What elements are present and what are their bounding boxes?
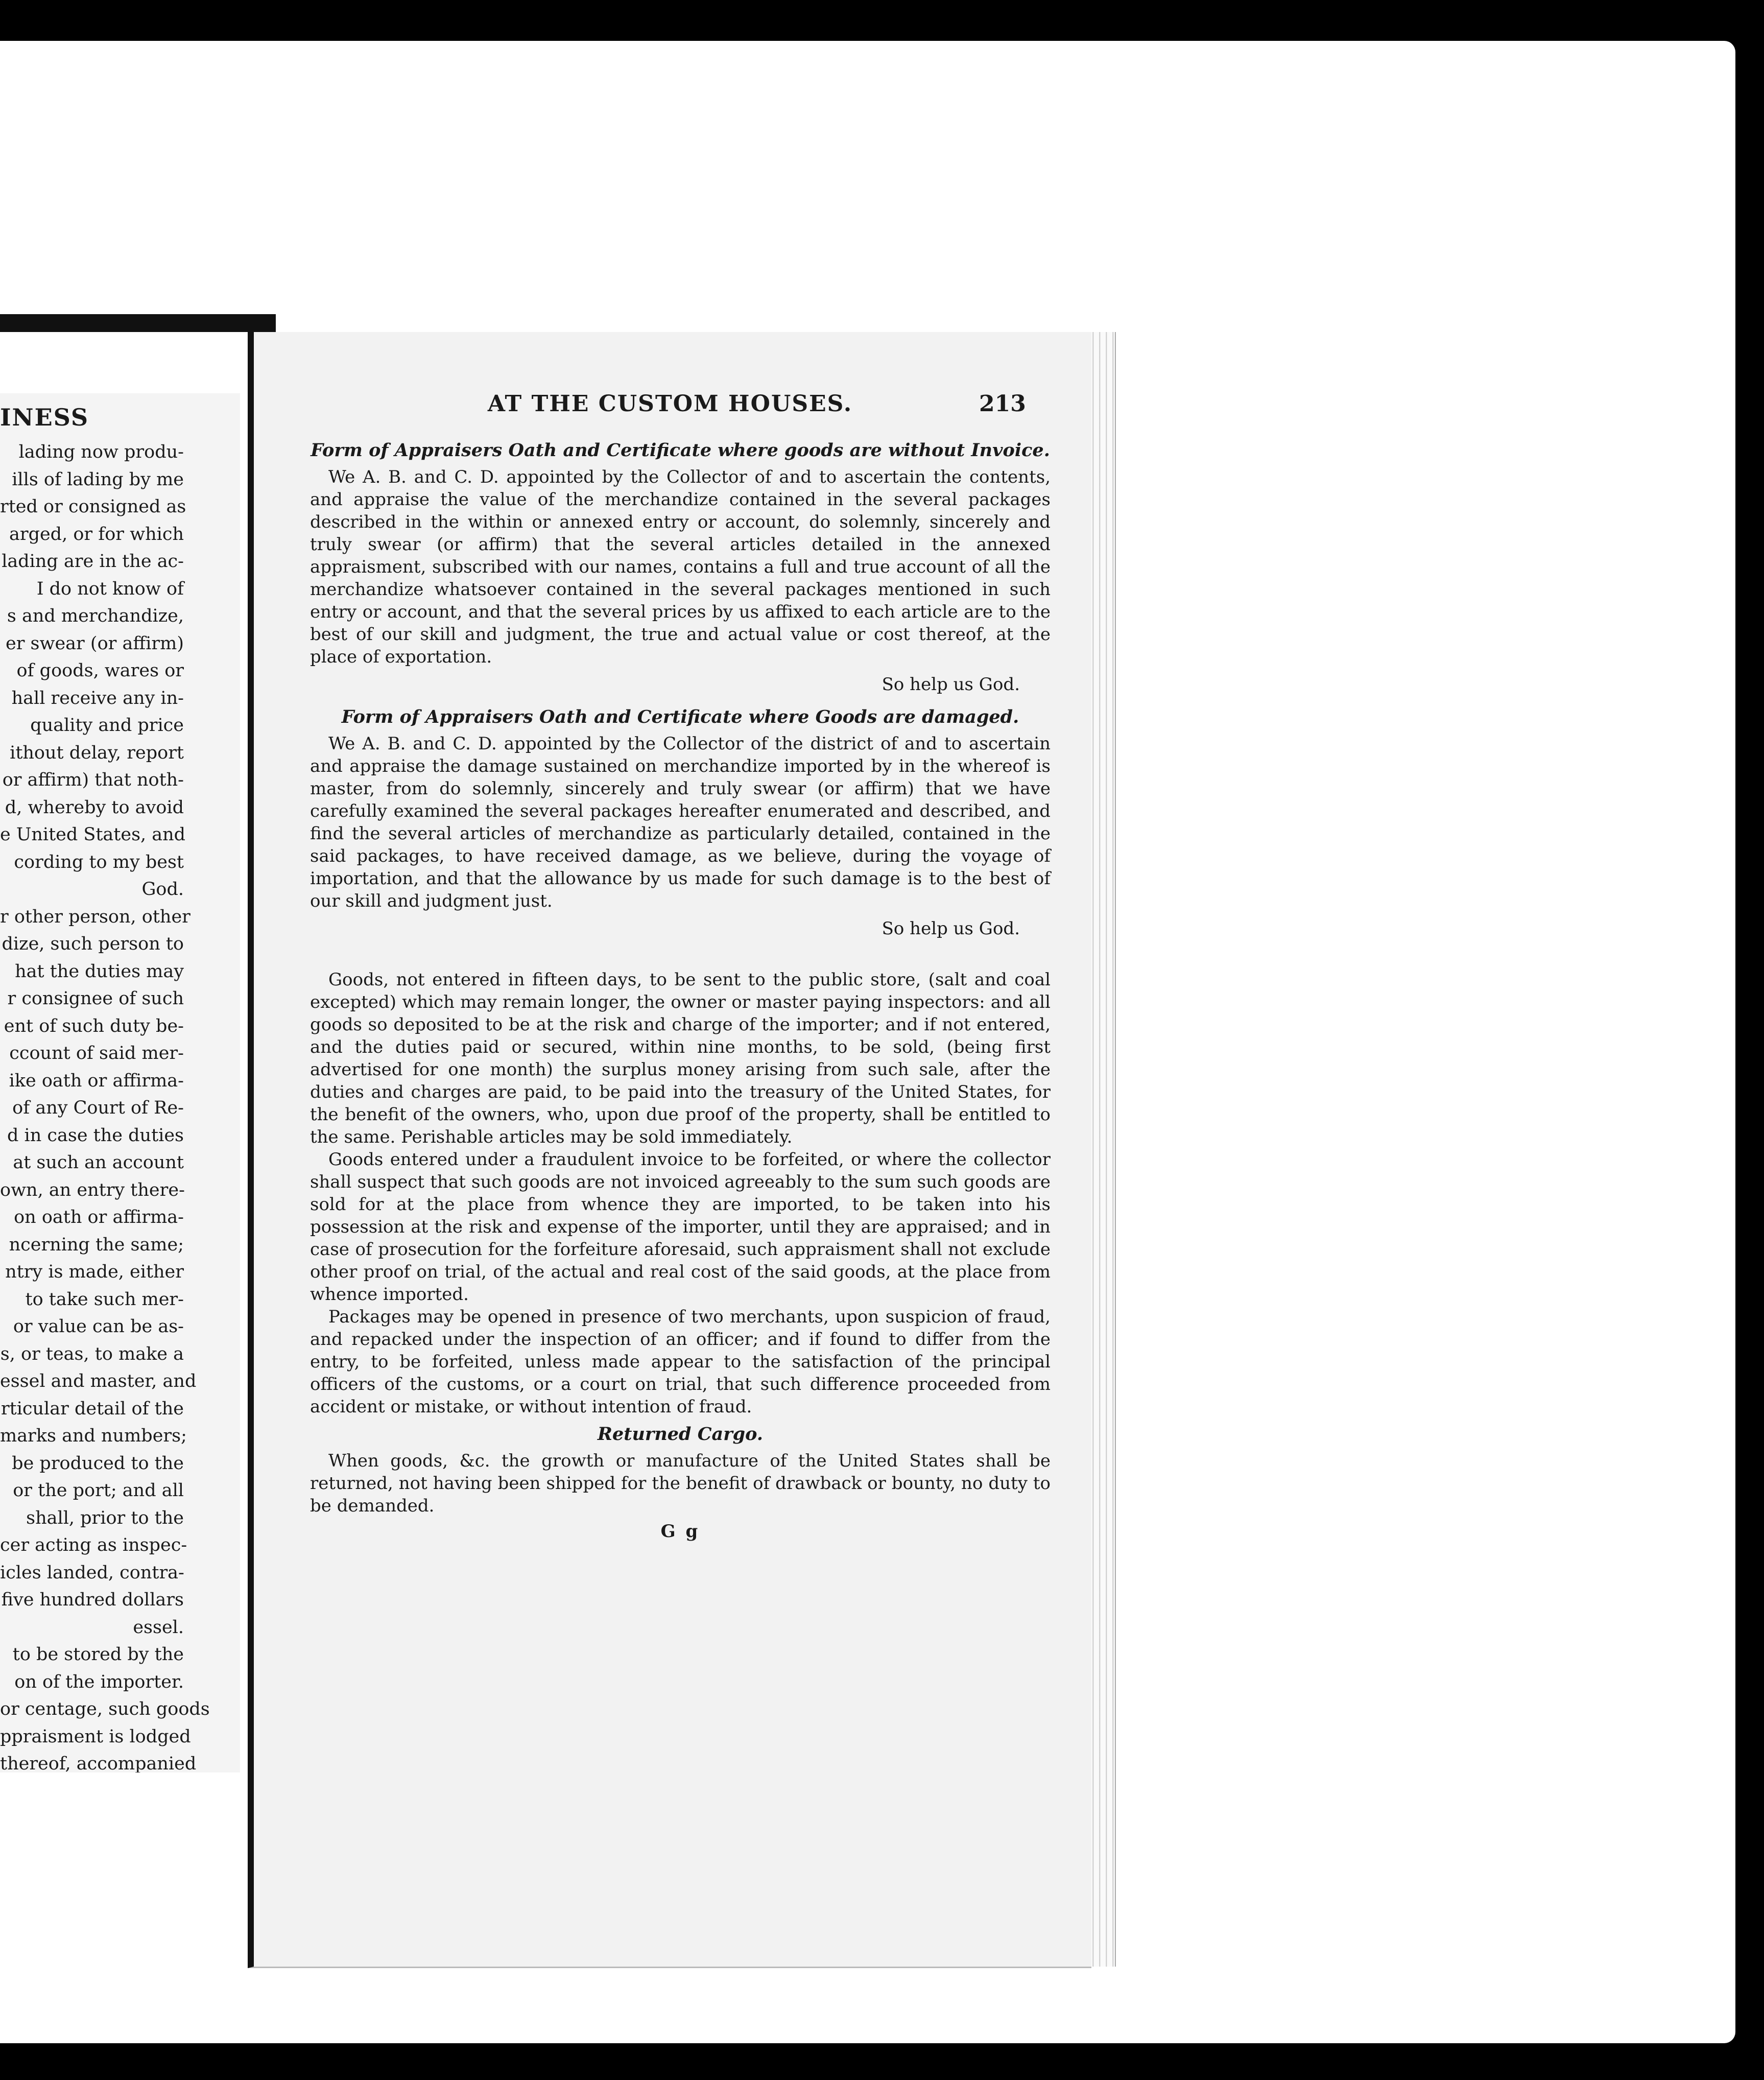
left-page-line: dize, such person to <box>2 934 184 954</box>
left-page-line: d in case the duties <box>7 1125 184 1146</box>
left-page-line: on of the importer. <box>14 1671 184 1692</box>
oath-text-damaged: We A. B. and C. D. appointed by the Collector of the district of and to ascertain and appraise the damage sustained on merchandize imported by in the whereof is master, from do solemnly, sincerely and truly swear (or affirm) that we have carefully examined the several packages hereafter enumerated and described, and find the several articles of merchandize as particularly detailed, contained in the said packages, to have received damage, as we believe, during the voyage of importation, and that the allowance by us made for such damage is to the best of our skill and judgment just. <box>310 734 1051 911</box>
paragraph-fraudulent-invoice: Goods entered under a fraudulent invoice to be forfeited, or where the collector shall suspect that such goods are not invoiced agreeably to the sum such goods are sold for at the place from whence they are imported, to be taken into his possession at the risk and expense of the importer, until they are appraised; and in case of prosecution for the forfeiture aforesaid, such appraisment shall not exclude other proof on trial, of the actual and real cost of the said goods, at the place from whence imported. <box>310 1149 1051 1305</box>
left-page-line: ithout delay, report <box>10 742 184 763</box>
left-page-line: ccount of said mer- <box>9 1043 184 1063</box>
left-page-line: er swear (or affirm) <box>5 633 184 654</box>
left-page-line: be produced to the <box>12 1453 184 1474</box>
left-page-line: to take such mer- <box>25 1289 184 1310</box>
left-page-line: s and merchandize, <box>7 606 184 626</box>
paragraph-public-store: Goods, not entered in fifteen days, to be sent to the public store, (salt and coal excepted) which may remain longer, the owner or master paying inspectors: and all goods so deposited to be at the risk and charge of the importer; and if not entered, and the duties paid or secured, within nine months, to be sold, (being first advertised for one month) the surplus money arising from such sale, after the duties and charges are paid, to be paid into the treasury of the United States, for the benefit of the owners, who, upon due proof of the property, shall be entitled to the same. Perishable articles may be sold immediately. <box>310 970 1051 1147</box>
left-page-line: e United States, and <box>0 824 186 845</box>
left-page-line: essel. <box>133 1617 184 1638</box>
left-page-line: lading now produ- <box>18 442 184 462</box>
left-page-line: rticular detail of the <box>1 1398 184 1419</box>
left-page-line: r consignee of such <box>7 988 184 1009</box>
oath-text-invoice: We A. B. and C. D. appointed by the Collector of and to ascertain the contents, and appraise the value of the merchandize contained in the several packages described in the within or annexed entry or account, do solemnly, sincerely and truly swear (or affirm) that the several articles detailed in the annexed appraisment, subscribed with our names, contains a full and true account of all the merchandize whatsoever contained in the several packages mentioned in such entry or account, and that the several prices by us affixed to each article are to the best of our skill and judgment, the true and actual value or cost thereof, at the place of exportation. <box>310 467 1051 667</box>
scan-sheet <box>0 41 1735 2043</box>
left-page-line: rted or consigned as <box>0 497 186 517</box>
signature-mark: G g <box>660 1521 700 1542</box>
page-body <box>310 434 1051 1543</box>
binding-top-bar <box>0 314 276 332</box>
section-heading-damaged: Form of Appraisers Oath and Certificate where Goods are damaged. <box>341 706 1019 727</box>
running-head: AT THE CUSTOM HOUSES. <box>487 391 853 417</box>
left-page-line: of any Court of Re- <box>12 1098 184 1118</box>
section-heading-returned-cargo: Returned Cargo. <box>597 1424 764 1445</box>
paragraph-packages-opened: Packages may be opened in presence of two merchants, upon suspicion of fraud, and repacked under the inspection of an officer; and if found to differ from the entry, to be forfeited, unless made appear to the satisfaction of the principal officers of the customs, or a court on trial, that such difference proceeded from accident or mistake, or without intention of fraud. <box>310 1307 1051 1417</box>
left-page-line: cording to my best <box>14 852 184 872</box>
left-page-line: I do not know of <box>36 578 184 599</box>
left-page-line: cer acting as inspec- <box>0 1535 187 1555</box>
left-page-line: icles landed, contra- <box>0 1562 184 1583</box>
left-page-line: or centage, such goods <box>0 1699 210 1719</box>
left-page-line: ills of lading by me <box>12 469 184 490</box>
left-page-line: or value can be as- <box>13 1316 184 1337</box>
left-page-line: arged, or for which <box>9 524 184 545</box>
left-page-line: lading are in the ac- <box>2 551 184 572</box>
left-page-line: at such an account <box>13 1152 184 1173</box>
left-page-fragment <box>0 393 240 1772</box>
closing-invoice: So help us God. <box>881 674 1020 695</box>
left-page-line: or affirm) that noth- <box>2 770 184 790</box>
left-page-line: r other person, other <box>0 906 190 927</box>
left-page-line: ent of such duty be- <box>4 1015 184 1036</box>
left-page-line: God. <box>141 879 184 900</box>
left-page-line: essel and master, and <box>0 1371 197 1391</box>
left-page-line: ntry is made, either <box>5 1262 184 1282</box>
left-page-line: to be stored by the <box>12 1644 184 1665</box>
left-page-line: hall receive any in- <box>11 688 184 708</box>
left-page-line: quality and price <box>30 715 184 736</box>
section-heading-invoice: Form of Appraisers Oath and Certificate where goods are without Invoice. <box>311 440 1050 461</box>
closing-damaged: So help us God. <box>881 918 1020 939</box>
left-page-line: ike oath or affirma- <box>9 1070 184 1091</box>
left-page-line: five hundred dollars <box>1 1590 184 1610</box>
left-page-line: d, whereby to avoid <box>5 797 184 818</box>
left-page-line: ppraisment is lodged <box>0 1726 191 1747</box>
left-page-line: ncerning the same; <box>9 1234 184 1255</box>
right-page <box>248 332 1091 1968</box>
left-page-line: of goods, wares or <box>16 660 184 681</box>
left-page-heading: INESS <box>0 404 89 431</box>
left-page-line: s, or teas, to make a <box>0 1343 184 1364</box>
left-page-line: on oath or affirma- <box>14 1207 184 1227</box>
left-page-line: marks and numbers; <box>0 1426 187 1446</box>
left-page-line: own, an entry there- <box>0 1179 185 1200</box>
page-number: 213 <box>979 391 1026 417</box>
left-page-line: thereof, accompanied <box>0 1754 197 1772</box>
returned-cargo-text: When goods, &c. the growth or manufacture of the United States shall be returned, not having been shipped for the benefit of drawback or bounty, no duty to be demanded. <box>310 1451 1051 1516</box>
left-page-line: shall, prior to the <box>26 1507 184 1528</box>
left-page-line: or the port; and all <box>13 1480 184 1501</box>
left-page-line: hat the duties may <box>15 961 184 982</box>
